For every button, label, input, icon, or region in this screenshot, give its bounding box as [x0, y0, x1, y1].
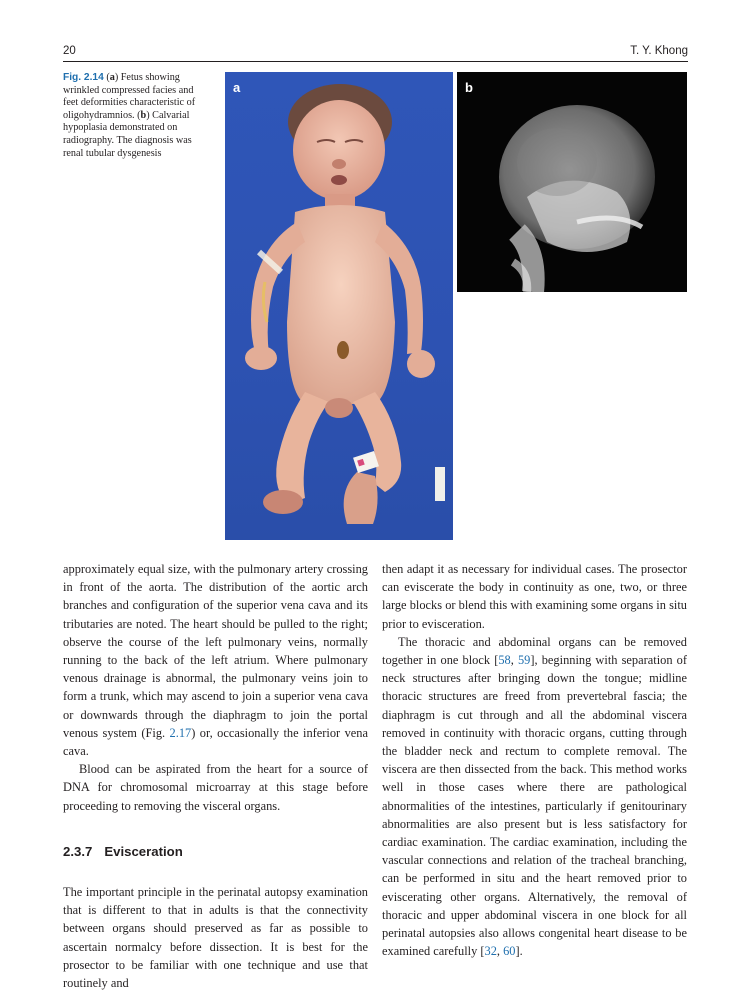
citation-link[interactable]: 60	[503, 944, 516, 959]
skull-radiograph-illustration	[457, 72, 687, 292]
citation-link[interactable]: 32	[484, 944, 497, 959]
citation-link[interactable]: 58	[498, 653, 511, 668]
paragraph: Blood can be aspirated from the heart for a source of DNA for chromosomal microarray at this stage before proceeding to removing the visceral organs.	[63, 762, 368, 813]
citation-link[interactable]: 2.17	[169, 725, 192, 740]
paragraph: then adapt it as necessary for individual cases. The prosector can eviscerate the body in continuity as one, two, or three large blocks or blend this with examining some organs in situ prior to evisceration.	[382, 562, 687, 631]
fetus-photo-illustration	[225, 72, 453, 540]
page-number: 20	[63, 45, 76, 57]
header-rule	[63, 61, 688, 62]
figure-panel-a-photo	[225, 72, 453, 540]
figure-label: Fig. 2.14	[63, 72, 104, 83]
running-head-author: T. Y. Khong	[630, 45, 688, 57]
caption-text: (a) Fetus showing wrinkled compressed facies and feet deformities characteristic of oligohydramnios. (b) Calvarial hypoplasia demonstrated on radiography. The diagnosis was renal tubular dysgenesis	[63, 72, 196, 159]
section-heading	[63, 843, 368, 861]
text-column-right	[382, 560, 687, 960]
paragraph: The thoracic and abdominal organs can be removed together in one block [58, 59], beginning with separation of neck structures after bringing down the tongue; midline thoracic structures are freed from prevertebral fascia; the diaphragm is cut through and all the abdominal viscera removed in continuity with thoracic organs, cutting through the bladder neck and rectum to complete removal. The viscera are then dissected from the back. This method works well in those cases where there are pathological abnormalities of the intestines, particularly if genitourinary abnormalities are also present but is less satisfactory for cardiac examination. The cardiac examination, including the vascular connections and relation of the tracheal branching, can be performed in situ and the heart removed prior to eviscerating other organs. Alternatively, the removal of thoracic and upper abdominal viscera in one block for all perinatal autopsies also allows congenital heart disease to be examined carefully [32, 60].	[382, 634, 687, 959]
citation-link[interactable]: 59	[517, 653, 531, 668]
text-column-left	[63, 560, 368, 992]
figure-panel-b-radiograph	[457, 72, 687, 292]
section-number: 2.3.7	[63, 843, 93, 859]
section-title: Evisceration	[104, 843, 183, 859]
paragraph: The important principle in the perinatal autopsy examination that is different to that in adults is that the connectivity between organs should preserved as far as possible to ascertain normalcy before dissection. It is best for the prosector to be familiar with one technique and use that routinely and	[63, 885, 368, 991]
panel-a-letter: a	[233, 80, 241, 95]
paragraph: approximately equal size, with the pulmonary artery crossing in front of the aorta. The distribution of the aortic arch branches and configuration of the superior vena cava and its tributaries are noted. The heart should be pulled to the right; observe the course of the left pulmonary veins, normally running to the back of the left atrium. Where pulmonary venous drainage is abnormal, the pulmonary veins join to form a trunk, which may ascend to join a superior vena cava or downwards through the diaphragm to join the portal venous system (Fig. 2.17) or, occasionally the inferior vena cava.	[63, 562, 368, 759]
figure-caption	[63, 72, 199, 160]
panel-b-letter: b	[465, 80, 473, 95]
